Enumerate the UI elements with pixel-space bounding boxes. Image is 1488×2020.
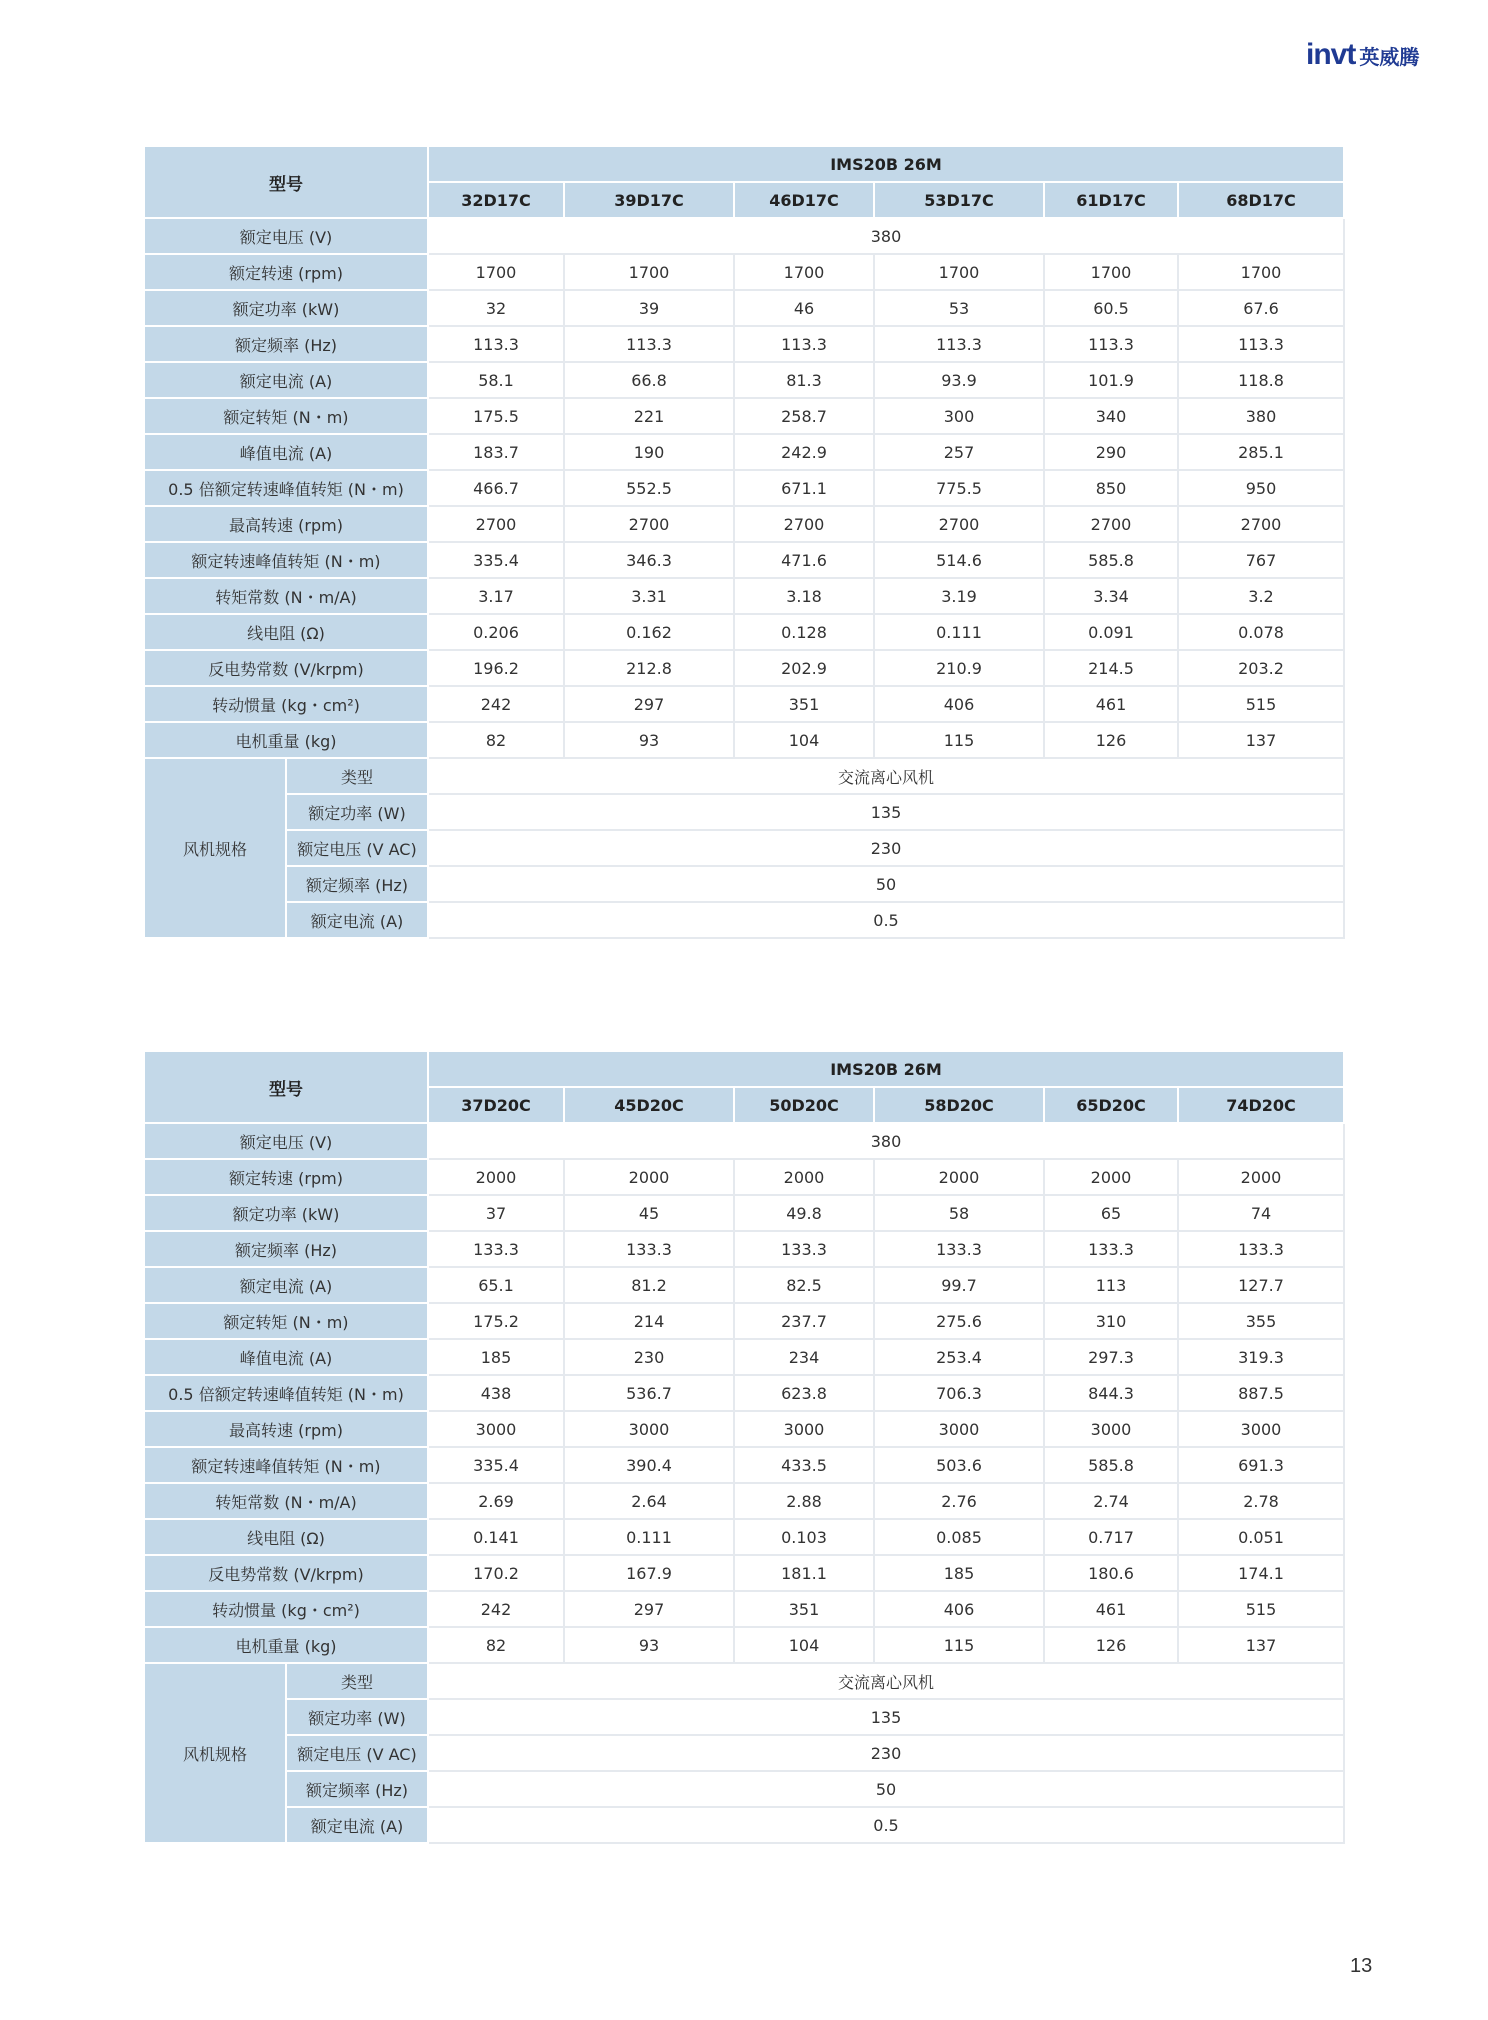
- row-value: 0.111: [564, 1519, 734, 1555]
- series-header-cell: IMS20B 26M: [428, 146, 1344, 182]
- table-row: [144, 542, 1344, 578]
- table-row: [144, 326, 1344, 362]
- row-value: 221: [564, 398, 734, 434]
- row-value: 3000: [428, 1411, 564, 1447]
- fan-item-label: 类型: [286, 1663, 428, 1699]
- fan-group-label: 风机规格: [144, 758, 286, 938]
- row-value: 175.5: [428, 398, 564, 434]
- row-value: 3.17: [428, 578, 564, 614]
- row-value: 65: [1044, 1195, 1178, 1231]
- row-value: 503.6: [874, 1447, 1044, 1483]
- row-value: 1700: [1178, 254, 1344, 290]
- row-label: 转矩常数 (N・m/A): [144, 578, 428, 614]
- table-row: [144, 254, 1344, 290]
- row-value: 115: [874, 1627, 1044, 1663]
- table-row: [144, 686, 1344, 722]
- fan-row: [144, 794, 1344, 830]
- model-header-cell: 型号: [144, 146, 428, 218]
- row-value: 214.5: [1044, 650, 1178, 686]
- row-value: 196.2: [428, 650, 564, 686]
- table-row: [144, 218, 1344, 254]
- row-value: 185: [874, 1555, 1044, 1591]
- row-value: 351: [734, 686, 874, 722]
- fan-item-label: 额定电流 (A): [286, 1807, 428, 1843]
- row-value: 113.3: [564, 326, 734, 362]
- row-label: 最高转速 (rpm): [144, 506, 428, 542]
- row-value: 212.8: [564, 650, 734, 686]
- spec-table-1: [143, 145, 1345, 939]
- row-value: 0.141: [428, 1519, 564, 1555]
- row-value: 335.4: [428, 1447, 564, 1483]
- row-value: 113.3: [1178, 326, 1344, 362]
- row-value: 355: [1178, 1303, 1344, 1339]
- fan-row: [144, 1699, 1344, 1735]
- fan-item-value: 230: [428, 830, 1344, 866]
- row-value: 214: [564, 1303, 734, 1339]
- row-value: 113.3: [734, 326, 874, 362]
- row-value: 203.2: [1178, 650, 1344, 686]
- row-value: 706.3: [874, 1375, 1044, 1411]
- row-value: 46: [734, 290, 874, 326]
- row-value: 126: [1044, 1627, 1178, 1663]
- row-value: 767: [1178, 542, 1344, 578]
- row-value: 104: [734, 722, 874, 758]
- row-value: 335.4: [428, 542, 564, 578]
- row-value: 181.1: [734, 1555, 874, 1591]
- row-value: 242.9: [734, 434, 874, 470]
- row-label: 0.5 倍额定转速峰值转矩 (N・m): [144, 1375, 428, 1411]
- row-value: 2000: [428, 1159, 564, 1195]
- row-value: 37: [428, 1195, 564, 1231]
- spec-table-2: [143, 1050, 1345, 1844]
- table-row: [144, 470, 1344, 506]
- fan-item-label: 类型: [286, 758, 428, 794]
- row-value: 113.3: [1044, 326, 1178, 362]
- fan-item-label: 额定功率 (W): [286, 1699, 428, 1735]
- row-value: 133.3: [734, 1231, 874, 1267]
- row-label: 额定转速峰值转矩 (N・m): [144, 542, 428, 578]
- model-name-cell: 32D17C: [428, 182, 564, 218]
- row-value: 118.8: [1178, 362, 1344, 398]
- row-value: 775.5: [874, 470, 1044, 506]
- row-value: 285.1: [1178, 434, 1344, 470]
- row-value: 2000: [734, 1159, 874, 1195]
- row-label: 峰值电流 (A): [144, 1339, 428, 1375]
- row-value: 3000: [564, 1411, 734, 1447]
- fan-item-label: 额定频率 (Hz): [286, 866, 428, 902]
- row-value: 2700: [564, 506, 734, 542]
- row-value: 1700: [874, 254, 1044, 290]
- row-label: 额定频率 (Hz): [144, 1231, 428, 1267]
- row-value: 2700: [428, 506, 564, 542]
- row-value: 2700: [1178, 506, 1344, 542]
- row-value: 32: [428, 290, 564, 326]
- row-value: 133.3: [1044, 1231, 1178, 1267]
- row-value: 174.1: [1178, 1555, 1344, 1591]
- row-value: 0.078: [1178, 614, 1344, 650]
- row-value: 0.206: [428, 614, 564, 650]
- fan-row: [144, 1663, 1344, 1699]
- row-label: 额定频率 (Hz): [144, 326, 428, 362]
- row-value: 3000: [874, 1411, 1044, 1447]
- row-value: 3000: [1044, 1411, 1178, 1447]
- row-value: 49.8: [734, 1195, 874, 1231]
- row-value: 514.6: [874, 542, 1044, 578]
- table-row: [144, 1591, 1344, 1627]
- row-label: 额定电流 (A): [144, 1267, 428, 1303]
- row-label: 线电阻 (Ω): [144, 1519, 428, 1555]
- row-value: 844.3: [1044, 1375, 1178, 1411]
- row-label: 转矩常数 (N・m/A): [144, 1483, 428, 1519]
- row-value: 3000: [1178, 1411, 1344, 1447]
- row-label: 反电势常数 (V/krpm): [144, 650, 428, 686]
- fan-item-label: 额定电压 (V AC): [286, 830, 428, 866]
- row-value: 53: [874, 290, 1044, 326]
- logo-mark: invt: [1306, 38, 1356, 71]
- row-value: 466.7: [428, 470, 564, 506]
- row-value: 126: [1044, 722, 1178, 758]
- row-label: 最高转速 (rpm): [144, 1411, 428, 1447]
- row-value: 167.9: [564, 1555, 734, 1591]
- row-value: 133.3: [1178, 1231, 1344, 1267]
- row-label: 转动惯量 (kg・cm²): [144, 686, 428, 722]
- row-value: 275.6: [874, 1303, 1044, 1339]
- fan-item-label: 额定电压 (V AC): [286, 1735, 428, 1771]
- table-row: [144, 1123, 1344, 1159]
- row-value: 2700: [874, 506, 1044, 542]
- row-label: 额定转速 (rpm): [144, 1159, 428, 1195]
- row-value: 0.091: [1044, 614, 1178, 650]
- row-value: 1700: [734, 254, 874, 290]
- row-value: 183.7: [428, 434, 564, 470]
- fan-row: [144, 902, 1344, 938]
- model-name-cell: 68D17C: [1178, 182, 1344, 218]
- table-row: [144, 1519, 1344, 1555]
- row-value: 3.18: [734, 578, 874, 614]
- logo-text: 英威腾: [1359, 45, 1420, 69]
- row-value: 850: [1044, 470, 1178, 506]
- row-value: 346.3: [564, 542, 734, 578]
- fan-item-value: 135: [428, 1699, 1344, 1735]
- table-row: [144, 1555, 1344, 1591]
- page-number: 13: [1350, 1955, 1373, 1977]
- series-header-cell: IMS20B 26M: [428, 1051, 1344, 1087]
- row-value: 93: [564, 722, 734, 758]
- row-value: 3.34: [1044, 578, 1178, 614]
- table-row: [144, 650, 1344, 686]
- model-header-cell: 型号: [144, 1051, 428, 1123]
- row-value: 390.4: [564, 1447, 734, 1483]
- row-value: 536.7: [564, 1375, 734, 1411]
- row-value: 380: [428, 218, 1344, 254]
- row-value: 2000: [564, 1159, 734, 1195]
- fan-row: [144, 1807, 1344, 1843]
- row-value: 65.1: [428, 1267, 564, 1303]
- table-row: [144, 1267, 1344, 1303]
- table-row: [144, 398, 1344, 434]
- fan-row: [144, 1735, 1344, 1771]
- row-label: 额定转速峰值转矩 (N・m): [144, 1447, 428, 1483]
- table-row: [144, 614, 1344, 650]
- row-label: 额定电流 (A): [144, 362, 428, 398]
- row-value: 319.3: [1178, 1339, 1344, 1375]
- row-value: 461: [1044, 686, 1178, 722]
- model-name-cell: 37D20C: [428, 1087, 564, 1123]
- row-value: 2.64: [564, 1483, 734, 1519]
- row-value: 310: [1044, 1303, 1178, 1339]
- row-value: 82.5: [734, 1267, 874, 1303]
- table-row: [144, 1303, 1344, 1339]
- row-value: 113.3: [874, 326, 1044, 362]
- fan-item-label: 额定电流 (A): [286, 902, 428, 938]
- row-value: 115: [874, 722, 1044, 758]
- row-value: 242: [428, 686, 564, 722]
- row-value: 515: [1178, 1591, 1344, 1627]
- row-value: 74: [1178, 1195, 1344, 1231]
- row-value: 2.76: [874, 1483, 1044, 1519]
- table-row: [144, 1627, 1344, 1663]
- row-value: 461: [1044, 1591, 1178, 1627]
- row-value: 133.3: [428, 1231, 564, 1267]
- fan-item-value: 0.5: [428, 902, 1344, 938]
- table-row: [144, 434, 1344, 470]
- row-value: 113.3: [428, 326, 564, 362]
- fan-row: [144, 758, 1344, 794]
- fan-group-label: 风机规格: [144, 1663, 286, 1843]
- row-value: 2.78: [1178, 1483, 1344, 1519]
- table-row: [144, 1447, 1344, 1483]
- row-value: 3000: [734, 1411, 874, 1447]
- row-value: 257: [874, 434, 1044, 470]
- row-value: 3.19: [874, 578, 1044, 614]
- row-label: 峰值电流 (A): [144, 434, 428, 470]
- fan-row: [144, 866, 1344, 902]
- row-value: 93.9: [874, 362, 1044, 398]
- row-value: 242: [428, 1591, 564, 1627]
- row-value: 137: [1178, 722, 1344, 758]
- row-value: 2000: [1044, 1159, 1178, 1195]
- row-value: 133.3: [874, 1231, 1044, 1267]
- row-value: 1700: [564, 254, 734, 290]
- row-value: 2000: [874, 1159, 1044, 1195]
- table-row: [144, 1159, 1344, 1195]
- table-row: [144, 1231, 1344, 1267]
- row-value: 406: [874, 686, 1044, 722]
- model-name-cell: 39D17C: [564, 182, 734, 218]
- row-value: 253.4: [874, 1339, 1044, 1375]
- row-value: 0.717: [1044, 1519, 1178, 1555]
- row-value: 101.9: [1044, 362, 1178, 398]
- row-value: 127.7: [1178, 1267, 1344, 1303]
- row-value: 585.8: [1044, 542, 1178, 578]
- row-value: 2.74: [1044, 1483, 1178, 1519]
- row-value: 210.9: [874, 650, 1044, 686]
- row-value: 438: [428, 1375, 564, 1411]
- row-label: 线电阻 (Ω): [144, 614, 428, 650]
- row-value: 1700: [1044, 254, 1178, 290]
- table-header-row: [144, 1051, 1344, 1087]
- row-value: 190: [564, 434, 734, 470]
- row-value: 175.2: [428, 1303, 564, 1339]
- row-value: 67.6: [1178, 290, 1344, 326]
- row-value: 93: [564, 1627, 734, 1663]
- row-value: 950: [1178, 470, 1344, 506]
- model-name-cell: 74D20C: [1178, 1087, 1344, 1123]
- fan-item-value: 0.5: [428, 1807, 1344, 1843]
- row-label: 电机重量 (kg): [144, 1627, 428, 1663]
- row-value: 3.2: [1178, 578, 1344, 614]
- row-label: 额定功率 (kW): [144, 290, 428, 326]
- table-row: [144, 506, 1344, 542]
- row-label: 额定转速 (rpm): [144, 254, 428, 290]
- row-value: 0.103: [734, 1519, 874, 1555]
- row-value: 297: [564, 1591, 734, 1627]
- row-value: 185: [428, 1339, 564, 1375]
- row-value: 81.3: [734, 362, 874, 398]
- table-row: [144, 578, 1344, 614]
- row-value: 3.31: [564, 578, 734, 614]
- fan-item-label: 额定频率 (Hz): [286, 1771, 428, 1807]
- model-name-cell: 50D20C: [734, 1087, 874, 1123]
- row-value: 82: [428, 1627, 564, 1663]
- table-row: [144, 1339, 1344, 1375]
- row-value: 133.3: [564, 1231, 734, 1267]
- row-value: 81.2: [564, 1267, 734, 1303]
- row-value: 234: [734, 1339, 874, 1375]
- table-row: [144, 1195, 1344, 1231]
- row-value: 0.085: [874, 1519, 1044, 1555]
- row-value: 2.88: [734, 1483, 874, 1519]
- row-value: 2700: [734, 506, 874, 542]
- row-label: 额定电压 (V): [144, 1123, 428, 1159]
- row-value: 0.162: [564, 614, 734, 650]
- row-value: 290: [1044, 434, 1178, 470]
- row-value: 180.6: [1044, 1555, 1178, 1591]
- model-name-cell: 58D20C: [874, 1087, 1044, 1123]
- fan-item-label: 额定功率 (W): [286, 794, 428, 830]
- table-row: [144, 722, 1344, 758]
- model-name-cell: 65D20C: [1044, 1087, 1178, 1123]
- row-value: 60.5: [1044, 290, 1178, 326]
- fan-row: [144, 830, 1344, 866]
- row-value: 380: [1178, 398, 1344, 434]
- row-value: 340: [1044, 398, 1178, 434]
- row-label: 额定转矩 (N・m): [144, 398, 428, 434]
- row-label: 反电势常数 (V/krpm): [144, 1555, 428, 1591]
- row-value: 58.1: [428, 362, 564, 398]
- row-label: 额定电压 (V): [144, 218, 428, 254]
- row-value: 66.8: [564, 362, 734, 398]
- fan-item-value: 135: [428, 794, 1344, 830]
- row-label: 额定转矩 (N・m): [144, 1303, 428, 1339]
- brand-logo: [1306, 38, 1419, 72]
- row-value: 471.6: [734, 542, 874, 578]
- row-value: 104: [734, 1627, 874, 1663]
- model-name-cell: 45D20C: [564, 1087, 734, 1123]
- table-row: [144, 1375, 1344, 1411]
- fan-row: [144, 1771, 1344, 1807]
- row-value: 380: [428, 1123, 1344, 1159]
- fan-item-value: 交流离心风机: [428, 1663, 1344, 1699]
- row-label: 0.5 倍额定转速峰值转矩 (N・m): [144, 470, 428, 506]
- row-value: 113: [1044, 1267, 1178, 1303]
- row-value: 39: [564, 290, 734, 326]
- row-value: 515: [1178, 686, 1344, 722]
- row-value: 137: [1178, 1627, 1344, 1663]
- row-value: 170.2: [428, 1555, 564, 1591]
- row-value: 887.5: [1178, 1375, 1344, 1411]
- row-label: 额定功率 (kW): [144, 1195, 428, 1231]
- row-value: 585.8: [1044, 1447, 1178, 1483]
- model-name-cell: 53D17C: [874, 182, 1044, 218]
- row-value: 237.7: [734, 1303, 874, 1339]
- fan-item-value: 50: [428, 1771, 1344, 1807]
- table-row: [144, 1483, 1344, 1519]
- row-value: 0.128: [734, 614, 874, 650]
- row-value: 58: [874, 1195, 1044, 1231]
- row-value: 99.7: [874, 1267, 1044, 1303]
- row-value: 1700: [428, 254, 564, 290]
- row-label: 转动惯量 (kg・cm²): [144, 1591, 428, 1627]
- row-value: 691.3: [1178, 1447, 1344, 1483]
- table-header-row: [144, 146, 1344, 182]
- fan-item-value: 交流离心风机: [428, 758, 1344, 794]
- fan-item-value: 50: [428, 866, 1344, 902]
- row-value: 82: [428, 722, 564, 758]
- row-value: 0.051: [1178, 1519, 1344, 1555]
- row-value: 230: [564, 1339, 734, 1375]
- table-row: [144, 290, 1344, 326]
- row-value: 406: [874, 1591, 1044, 1627]
- table-row: [144, 1411, 1344, 1447]
- row-value: 45: [564, 1195, 734, 1231]
- table-row: [144, 362, 1344, 398]
- row-value: 258.7: [734, 398, 874, 434]
- fan-item-value: 230: [428, 1735, 1344, 1771]
- row-value: 2000: [1178, 1159, 1344, 1195]
- row-value: 2.69: [428, 1483, 564, 1519]
- row-label: 电机重量 (kg): [144, 722, 428, 758]
- row-value: 297: [564, 686, 734, 722]
- row-value: 300: [874, 398, 1044, 434]
- row-value: 623.8: [734, 1375, 874, 1411]
- model-name-cell: 46D17C: [734, 182, 874, 218]
- row-value: 2700: [1044, 506, 1178, 542]
- row-value: 297.3: [1044, 1339, 1178, 1375]
- row-value: 671.1: [734, 470, 874, 506]
- row-value: 433.5: [734, 1447, 874, 1483]
- row-value: 0.111: [874, 614, 1044, 650]
- model-name-cell: 61D17C: [1044, 182, 1178, 218]
- row-value: 351: [734, 1591, 874, 1627]
- row-value: 552.5: [564, 470, 734, 506]
- row-value: 202.9: [734, 650, 874, 686]
